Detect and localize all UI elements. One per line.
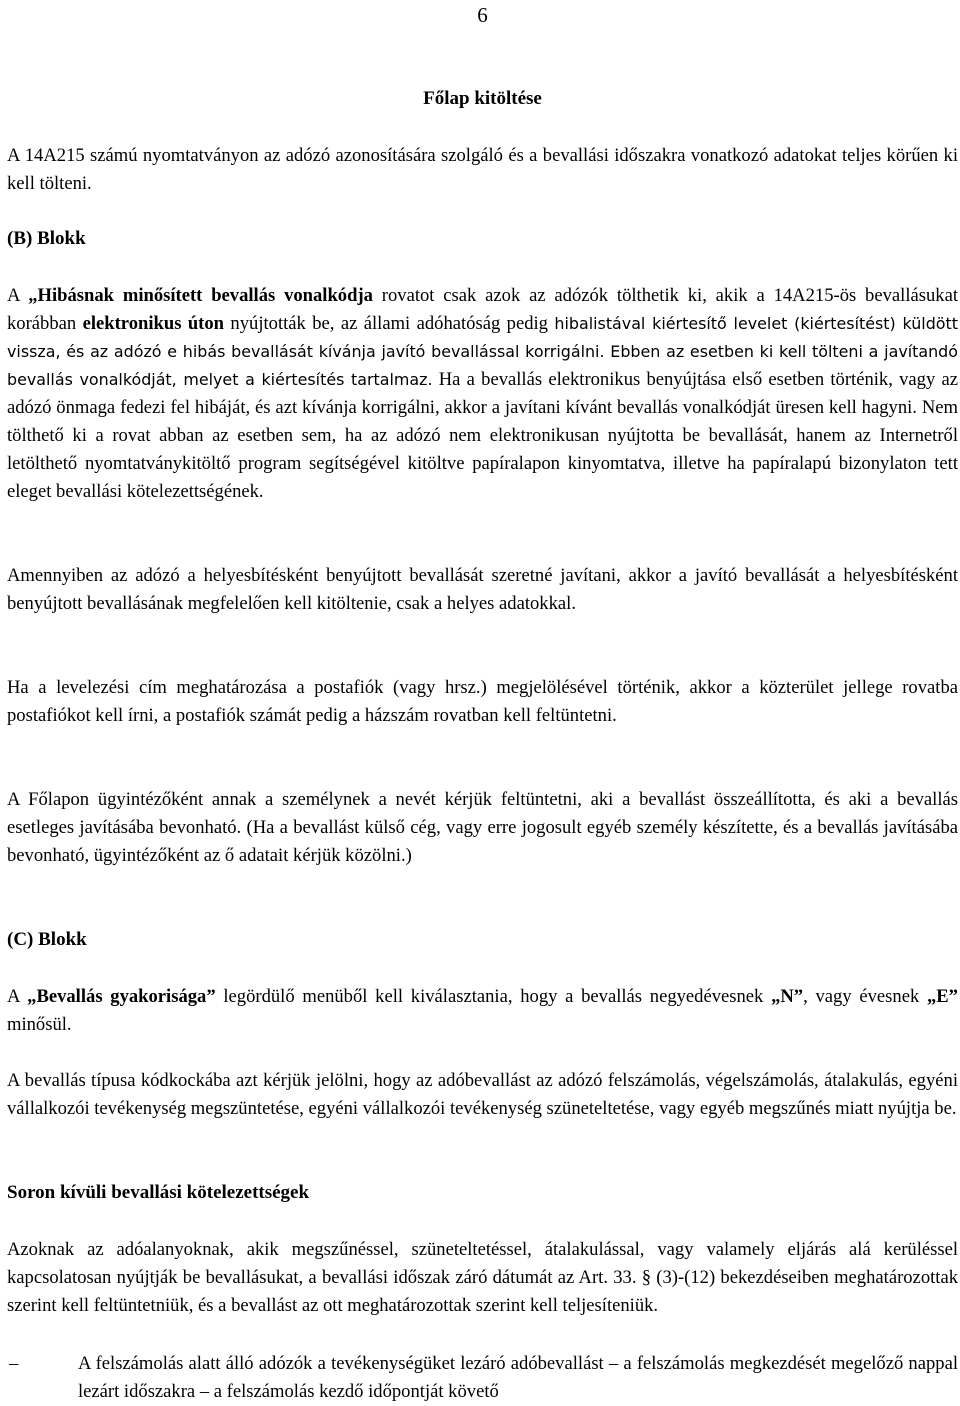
section-b-p1-mid2: nyújtották be, az állami adóhatóság pedig: [224, 313, 548, 334]
section-c-p1-start: A: [7, 986, 28, 1007]
section-c-p1-bold-frequency: „Bevallás gyakorisága”: [27, 986, 216, 1007]
section-b-heading: (B) Blokk: [7, 228, 86, 249]
list-dash: –: [9, 1353, 19, 1374]
section-c-p1-mid1: legördülő menüből kell kiválasztania, hogy a bevallás negyedévesnek: [215, 986, 772, 1007]
section-b-p1-rest: Ha a bevallás elektronikus benyújtása első esetben történik, vagy az adózó önmaga fedezi fel hibáját, és azt kívánja korrigálni, akkor a javítani kívánt bevallás vonalkódját üresen kell hagyni. Nem tölthető ki a rovat abban az esetben sem, ha az adózó nem elektronikusan nyújtotta be bevallását, hanem az Internetről letölthető nyomtatványkitöltő program segítségével kitöltve papíralapon kinyomtatva, illetve ha papíralapú bizonylaton tett eleget bevallási kötelezettségének.: [7, 369, 958, 502]
section-c-paragraph-1: [7, 983, 958, 1039]
list-item-text: A felszámolás alatt álló adózók a tevékenységüket lezáró adóbevallást – a felszámolás megkezdését megelőző nappal lezárt időszakra – a felszámolás kezdő időpontját követő: [78, 1353, 958, 1402]
section-c-p1-bold-n: „N”: [771, 986, 804, 1007]
section-c-p1-end: minősül.: [7, 1014, 72, 1035]
section-b-paragraph-1: [7, 282, 958, 506]
section-b-paragraph-4: A Főlapon ügyintézőként annak a személynek a nevét kérjük feltüntetni, aki a bevallást összeállította, és aki a bevallás esetleges javításába bevonható. (Ha a bevallást külső cég, vagy erre jogosult egyéb személy készítette, és a bevallás javításába bevonható, ügyintézőként az ő adatait kérjük közölni.): [7, 789, 958, 866]
section-c-heading: (C) Blokk: [7, 929, 87, 950]
section-b-p1-start: A: [7, 285, 29, 306]
section-b-p1-bold-field: „Hibásnak minősített bevallás vonalkódja: [28, 285, 373, 306]
section-soron-heading: Soron kívüli bevallási kötelezettségek: [7, 1182, 310, 1203]
section-b-p1-mid1: rovatot csak azok az adózók tölthetik ki, akik a 14A215-ös bevallásukat korábban: [7, 285, 958, 334]
section-b-paragraph-2: Amennyiben az adózó a helyesbítésként benyújtott bevallását szeretné javítani, akkor a javító bevallását a helyesbítésként benyújtott bevallásának megfelelően kell kitöltenie, csak a helyes adatokkal.: [7, 565, 958, 614]
section-b-p1-sans: hibalistával kiértesítő levelet (kiértesítést) küldött vissza, és az adózó e hibás bevallását kívánja javító bevallással korrigálni. Ebben az esetben ki kell tölteni a javítandó bevallás vonalkódját, melyet a kiértesítés tartalmaz.: [7, 314, 958, 389]
section-soron-paragraph-1: Azoknak az adóalanyoknak, akik megszűnéssel, szüneteltetéssel, átalakulással, vagy valamely eljárás alá kerüléssel kapcsolatosan nyújtják be bevallásukat, a bevallási időszak záró dátumát az Art. 33. § (3)-(12) bekezdéseiben meghatározottak szerint kell feltüntetniük, és a bevallást az ott meghatározottak szerint kell teljesíteniük.: [7, 1239, 958, 1316]
section-c-p1-mid2: , vagy évesnek: [803, 986, 927, 1007]
page-number: 6: [477, 3, 488, 27]
section-b-paragraph-3: Ha a levelezési cím meghatározása a postafiók (vagy hrsz.) megjelölésével történik, akkor a közterület jellege rovatba postafiókot kell írni, a postafiók számát pedig a házszám rovatban kell feltüntetni.: [7, 677, 958, 726]
page-title: Főlap kitöltése: [423, 88, 542, 109]
section-b-p1-bold-electronic: elektronikus úton: [82, 313, 225, 334]
section-c-paragraph-2: A bevallás típusa kódkockába azt kérjük jelölni, hogy az adóbevallást az adózó felszámolás, végelszámolás, átalakulás, egyéni vállalkozói tevékenység megszüntetése, egyéni vállalkozói tevékenység szüneteltetése, vagy egyéb megszűnés miatt nyújtja be.: [7, 1070, 958, 1119]
intro-paragraph: A 14A215 számú nyomtatványon az adózó azonosítására szolgáló és a bevallási időszakra vonatkozó adatokat teljes körűen ki kell tölteni.: [7, 145, 958, 194]
section-c-p1-bold-e: „E”: [926, 986, 958, 1007]
